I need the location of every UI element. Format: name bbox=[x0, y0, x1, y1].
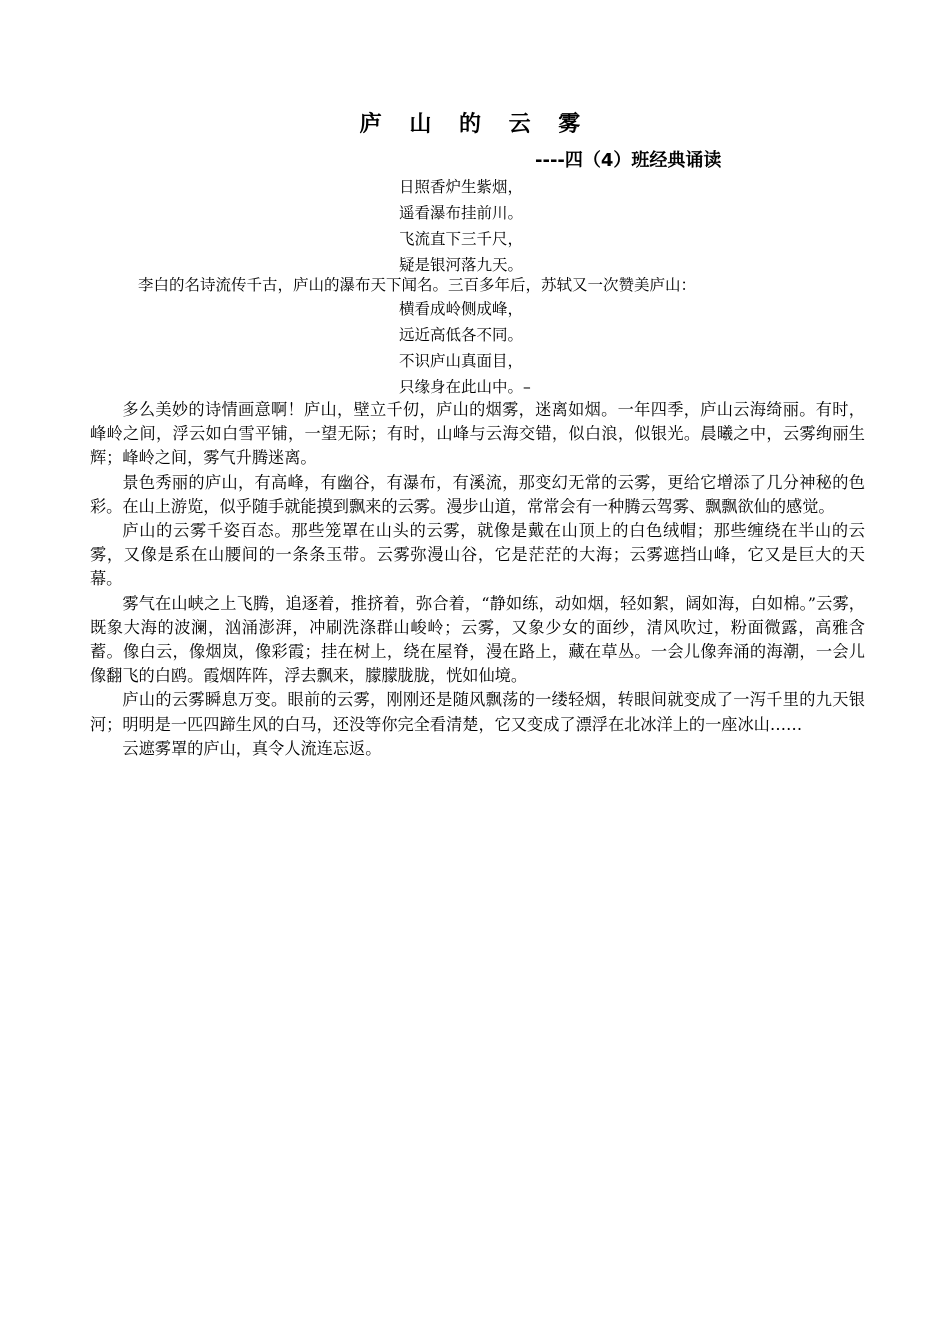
poem-line: 只缘身在此山中。– bbox=[399, 378, 531, 396]
body-paragraph: 云遮雾罩的庐山，真令人流连忘返。 bbox=[122, 738, 382, 758]
poem-line: 日照香炉生紫烟， bbox=[399, 178, 524, 196]
body-paragraph: 庐山的云雾瞬息万变。眼前的云雾，刚刚还是随风飘荡的一缕轻烟，转眼间就变成了一泻千里的九天银河；明明是一匹四蹄生风的白马，还没等你完全看清楚，它又变成了漂浮在北冰洋上的一座冰山…… bbox=[90, 690, 865, 734]
poem-line: 横看成岭侧成峰， bbox=[399, 300, 524, 318]
body-paragraph: 多么美妙的诗情画意啊！庐山，壁立千仞，庐山的烟雾，迷离如烟。一年四季，庐山云海绮丽。有时，峰岭之间，浮云如白雪平铺，一望无际；有时，山峰与云海交错，似白浪，似银光。晨曦之中，云雾绚丽生辉；峰岭之间，雾气升腾迷离。 bbox=[90, 400, 865, 468]
poem-line: 远近高低各不同。 bbox=[399, 326, 524, 344]
document-title: 庐 山 的 云 雾 bbox=[359, 112, 591, 137]
body-paragraph: 雾气在山峡之上飞腾，追逐着，推挤着，弥合着，“静如练，动如烟，轻如絮，阔如海，白如棉。”云雾，既象大海的波澜，汹涌澎湃，冲刷洗涤群山峻岭；云雾，又象少女的面纱，清风吹过，粉面微露，高雅含蓄。像白云，像烟岚，像彩霞；挂在树上，绕在屋脊，漫在路上，藏在草丛。一会儿像奔涌的海潮，一会儿像翻飞的白鸥。霞烟阵阵，浮去飘来，朦朦胧胧，恍如仙境。 bbox=[90, 593, 865, 686]
document-subtitle: ----四（4）班经典诵读 bbox=[535, 150, 722, 171]
body-paragraph: 庐山的云雾千姿百态。那些笼罩在山头的云雾，就像是戴在山顶上的白色绒帽；那些缠绕在半山的云雾，又像是系在山腰间的一条条玉带。云雾弥漫山谷，它是茫茫的大海；云雾遮挡山峰，它又是巨大的天幕。 bbox=[90, 521, 865, 589]
poem-line: 疑是银河落九天。 bbox=[399, 256, 524, 274]
poem-line: 遥看瀑布挂前川。 bbox=[399, 204, 524, 222]
poem-li-bai bbox=[399, 174, 523, 278]
poem-line: 不识庐山真面目， bbox=[399, 352, 524, 370]
poem-su-shi bbox=[399, 296, 531, 400]
body-paragraph: 景色秀丽的庐山，有高峰，有幽谷，有瀑布，有溪流，那变幻无常的云雾，更给它增添了几分神秘的色彩。在山上游览，似乎随手就能摸到飘来的云雾。漫步山道，常常会有一种腾云驾雾、飘飘欲仙的感觉。 bbox=[90, 472, 865, 516]
intro-paragraph: 李白的名诗流传千古，庐山的瀑布天下闻名。三百多年后，苏轼又一次赞美庐山： bbox=[138, 276, 697, 294]
poem-line: 飞流直下三千尺， bbox=[399, 230, 524, 248]
body-text bbox=[90, 398, 865, 761]
